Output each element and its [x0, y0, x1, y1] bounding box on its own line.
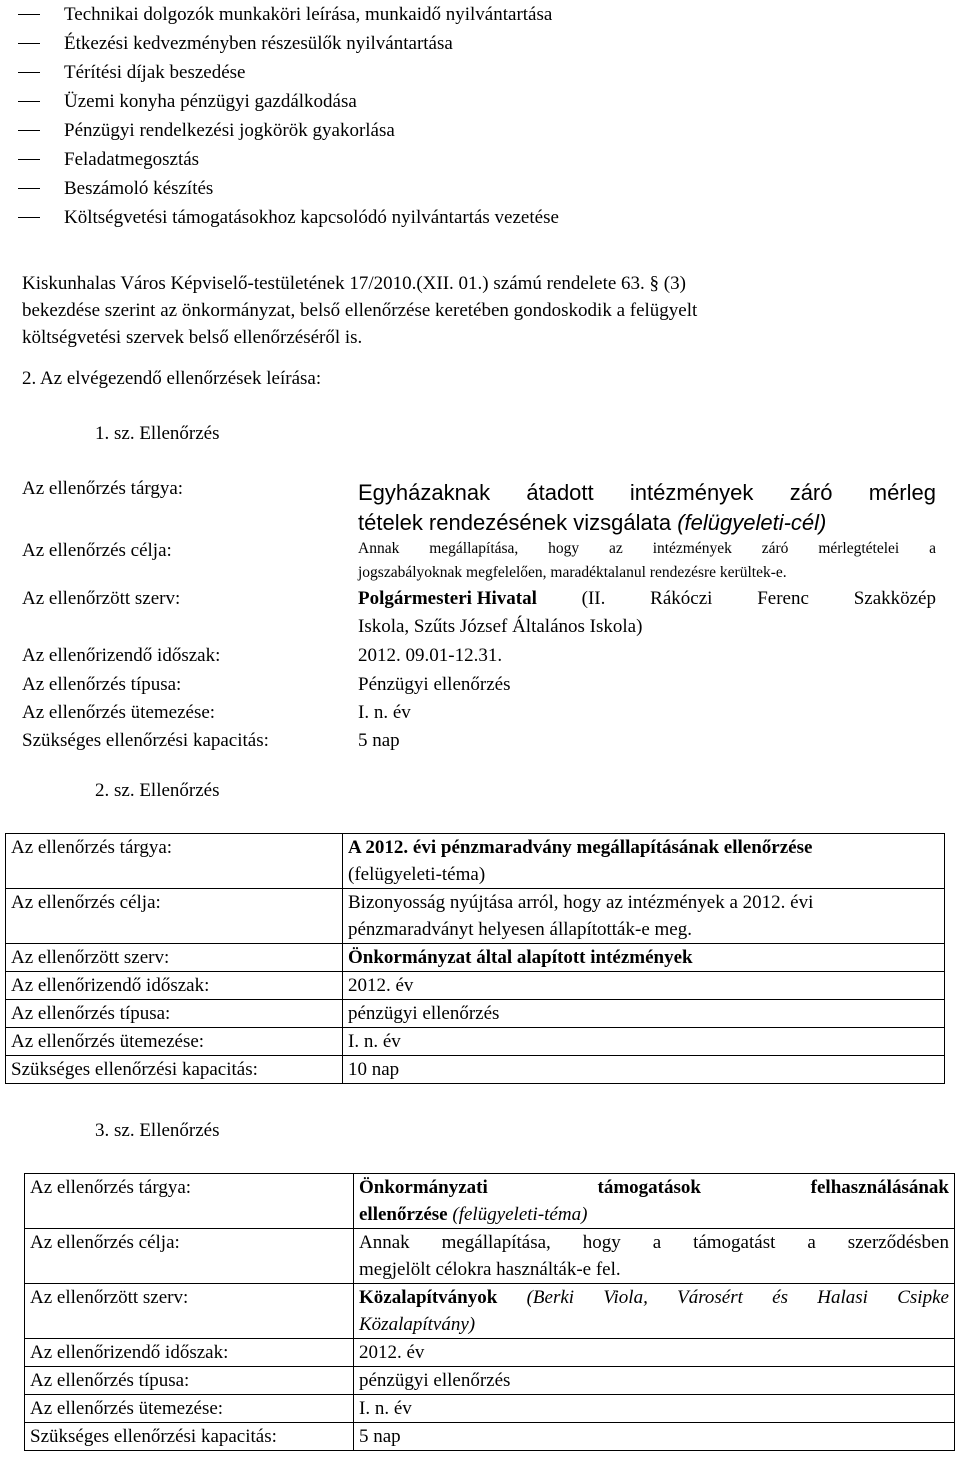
audit3-label-goal: Az ellenőrzés célja:: [25, 1229, 354, 1284]
dash-bullet-icon: [18, 130, 40, 131]
audit1-block: [22, 478, 940, 750]
audit2-table: [5, 833, 945, 1084]
audit3-capacity: 5 nap: [354, 1423, 955, 1451]
audit2-label-subject: Az ellenőrzés tárgya:: [6, 834, 343, 889]
table-row: [25, 1423, 955, 1451]
audit2-period: 2012. év: [343, 972, 945, 1000]
audit3-type: pénzügyi ellenőrzés: [354, 1367, 955, 1395]
audit3-goal-line2: megjelölt célokra használták-e fel.: [359, 1259, 621, 1280]
audit2-label-capacity: Szükséges ellenőrzési kapacitás:: [6, 1056, 343, 1084]
word: átadott: [526, 480, 594, 505]
audit1-heading: 1. sz. Ellenőrzés: [95, 423, 220, 444]
audit1-goal-line1: [358, 540, 936, 558]
audit2-label-period: Az ellenőrizendő időszak:: [6, 972, 343, 1000]
word: szerződésben: [847, 1232, 949, 1253]
audit1-subject-line2: [358, 510, 826, 536]
word: (Berki: [526, 1287, 575, 1308]
word: záró: [789, 480, 833, 505]
table-row: [6, 834, 945, 889]
audit3-period: 2012. év: [354, 1339, 955, 1367]
word: és: [772, 1287, 788, 1308]
audit3-table: [24, 1173, 955, 1451]
audit3-label-type: Az ellenőrzés típusa:: [25, 1367, 354, 1395]
dash-bullet-icon: [18, 72, 40, 73]
word: intézmények: [652, 540, 732, 557]
paragraph-line: bekezdése szerint az önkormányzat, belső ellenőrzése keretében gondoskodik a felügyelt: [22, 300, 698, 321]
audit3-subject-bold: ellenőrzése: [359, 1204, 448, 1225]
table-row: [25, 1395, 955, 1423]
audit1-label-type: Az ellenőrzés típusa:: [22, 674, 182, 695]
table-row: [25, 1229, 955, 1284]
word: hogy: [548, 540, 580, 557]
audit1-goal-line2: jogszabályoknak megfelelően, maradéktalanul rendezésre kerültek-e.: [358, 564, 787, 581]
table-row: [25, 1174, 955, 1229]
audit1-label-subject: Az ellenőrzés tárgya:: [22, 478, 184, 499]
audit1-subject-text: tételek rendezésének vizsgálata: [358, 510, 678, 535]
word: megállapítása,: [441, 1232, 551, 1253]
audit3-goal: [354, 1229, 955, 1284]
word: záró: [761, 540, 789, 557]
list-item-text: Térítési díjak beszedése: [64, 62, 246, 83]
table-row: [6, 972, 945, 1000]
audit2-goal: [343, 889, 945, 944]
word: Szakközép: [853, 588, 936, 609]
audit1-subject-italic: (felügyeleti-cél): [677, 510, 827, 535]
table-row: [25, 1284, 955, 1339]
word: felhasználásának: [810, 1177, 949, 1198]
word: mérleg: [868, 480, 936, 505]
dash-bullet-icon: [18, 43, 40, 44]
word: Ferenc: [757, 588, 809, 609]
audit2-goal-line1: Bizonyosság nyújtása arról, hogy az intézmények a 2012. évi: [348, 892, 814, 913]
audit2-label-org: Az ellenőrzött szerv:: [6, 944, 343, 972]
audit3-label-schedule: Az ellenőrzés ütemezése:: [25, 1395, 354, 1423]
word: mérlegtételei: [818, 540, 900, 557]
word: az: [609, 540, 623, 557]
word: megállapítása,: [429, 540, 519, 557]
word: (II.: [581, 588, 606, 609]
list-item-text: Beszámoló készítés: [64, 178, 214, 199]
audit2-label-type: Az ellenőrzés típusa:: [6, 1000, 343, 1028]
word: támogatást: [693, 1232, 776, 1253]
table-row: [6, 1028, 945, 1056]
word: Annak: [358, 540, 400, 557]
word: Viola,: [603, 1287, 648, 1308]
audit3-subject-line2: [359, 1201, 949, 1228]
dash-bullet-icon: [18, 14, 40, 15]
word: Rákóczi: [650, 588, 713, 609]
audit3-label-capacity: Szükséges ellenőrzési kapacitás:: [25, 1423, 354, 1451]
dash-bullet-icon: [18, 159, 40, 160]
audit2-subject: [343, 834, 945, 889]
audit1-subject-line1: [358, 480, 936, 506]
audit2-label-schedule: Az ellenőrzés ütemezése:: [6, 1028, 343, 1056]
list-item-text: Feladatmegosztás: [64, 149, 200, 170]
audit3-org: [354, 1284, 955, 1339]
list-item-text: Étkezési kedvezményben részesülők nyilvántartása: [64, 33, 453, 54]
paragraph-line: Kiskunhalas Város Képviselő-testületének 17/2010.(XII. 01.) számú rendelete 63. § (3): [22, 273, 686, 294]
audit3-label-subject: Az ellenőrzés tárgya:: [25, 1174, 354, 1229]
audit2-type: pénzügyi ellenőrzés: [343, 1000, 945, 1028]
audit2-subject-line1: A 2012. évi pénzmaradvány megállapításának ellenőrzése: [348, 837, 813, 858]
audit1-label-goal: Az ellenőrzés célja:: [22, 540, 172, 561]
list-item-text: Technikai dolgozók munkaköri leírása, munkaidő nyilvántartása: [64, 4, 553, 25]
audit3-label-period: Az ellenőrizendő időszak:: [25, 1339, 354, 1367]
audit3-label-org: Az ellenőrzött szerv:: [25, 1284, 354, 1339]
audit1-period: 2012. 09.01-12.31.: [358, 645, 503, 666]
word: hogy: [582, 1232, 621, 1253]
audit1-org-bold: Polgármesteri Hivatal: [358, 588, 537, 609]
audit3-subject: [354, 1174, 955, 1229]
audit1-org-line1: [358, 588, 936, 610]
audit2-subject-line2: (felügyeleti-téma): [348, 864, 486, 885]
audit1-type: Pénzügyi ellenőrzés: [358, 674, 511, 695]
audit2-goal-line2: pénzmaradványt helyesen állapították-e meg.: [348, 919, 692, 940]
audit3-subject-line1: [359, 1174, 949, 1201]
audit3-org-line2: Közalapítvány): [359, 1314, 476, 1335]
word: a: [807, 1232, 816, 1253]
audit2-org: Önkormányzat által alapított intézmények: [343, 944, 945, 972]
audit1-schedule: I. n. év: [358, 702, 411, 723]
audit2-heading: 2. sz. Ellenőrzés: [95, 780, 220, 801]
paragraph-line: költségvetési szervek belső ellenőrzéséről is.: [22, 327, 363, 348]
audit3-heading: 3. sz. Ellenőrzés: [95, 1120, 220, 1141]
audit1-label-org: Az ellenőrzött szerv:: [22, 588, 181, 609]
word: a: [652, 1232, 662, 1253]
audit3-org-bold: Közalapítványok: [359, 1287, 498, 1308]
dash-bullet-icon: [18, 217, 40, 218]
table-row: [6, 889, 945, 944]
audit1-org-line2: Iskola, Szűts József Általános Iskola): [358, 616, 643, 637]
word: Halasi: [817, 1287, 868, 1308]
table-row: [6, 1000, 945, 1028]
audit3-subject-italic: (felügyeleti-téma): [447, 1204, 588, 1225]
audit1-capacity: 5 nap: [358, 730, 400, 750]
table-row: [6, 1056, 945, 1084]
audit1-label-period: Az ellenőrizendő időszak:: [22, 645, 221, 666]
word: Csipke: [897, 1287, 949, 1308]
table-row: [6, 944, 945, 972]
word: a: [929, 540, 936, 557]
list-item-text: Költségvetési támogatásokhoz kapcsolódó nyilvántartás vezetése: [64, 207, 559, 228]
list-item-text: Üzemi konyha pénzügyi gazdálkodása: [64, 91, 357, 112]
word: Városért: [677, 1287, 743, 1308]
word: Egyházaknak: [358, 480, 491, 505]
regulation-paragraph: [22, 270, 937, 351]
audit1-label-capacity: Szükséges ellenőrzési kapacitás:: [22, 730, 269, 750]
list-item-text: Pénzügyi rendelkezési jogkörök gyakorlása: [64, 120, 395, 141]
word: Annak: [359, 1232, 410, 1253]
audit2-capacity: 10 nap: [343, 1056, 945, 1084]
section-heading: 2. Az elvégezendő ellenőrzések leírása:: [22, 368, 322, 389]
audit3-schedule: I. n. év: [354, 1395, 955, 1423]
dash-bullet-icon: [18, 188, 40, 189]
word: Önkormányzati: [359, 1177, 488, 1198]
audit2-schedule: I. n. év: [343, 1028, 945, 1056]
word: intézmények: [629, 480, 754, 505]
word: támogatások: [597, 1177, 701, 1198]
audit2-label-goal: Az ellenőrzés célja:: [6, 889, 343, 944]
table-row: [25, 1339, 955, 1367]
dash-bullet-icon: [18, 101, 40, 102]
audit3-org-line1: [359, 1284, 949, 1311]
table-row: [25, 1367, 955, 1395]
audit3-goal-line1: [359, 1229, 949, 1256]
audit1-label-schedule: Az ellenőrzés ütemezése:: [22, 702, 216, 723]
